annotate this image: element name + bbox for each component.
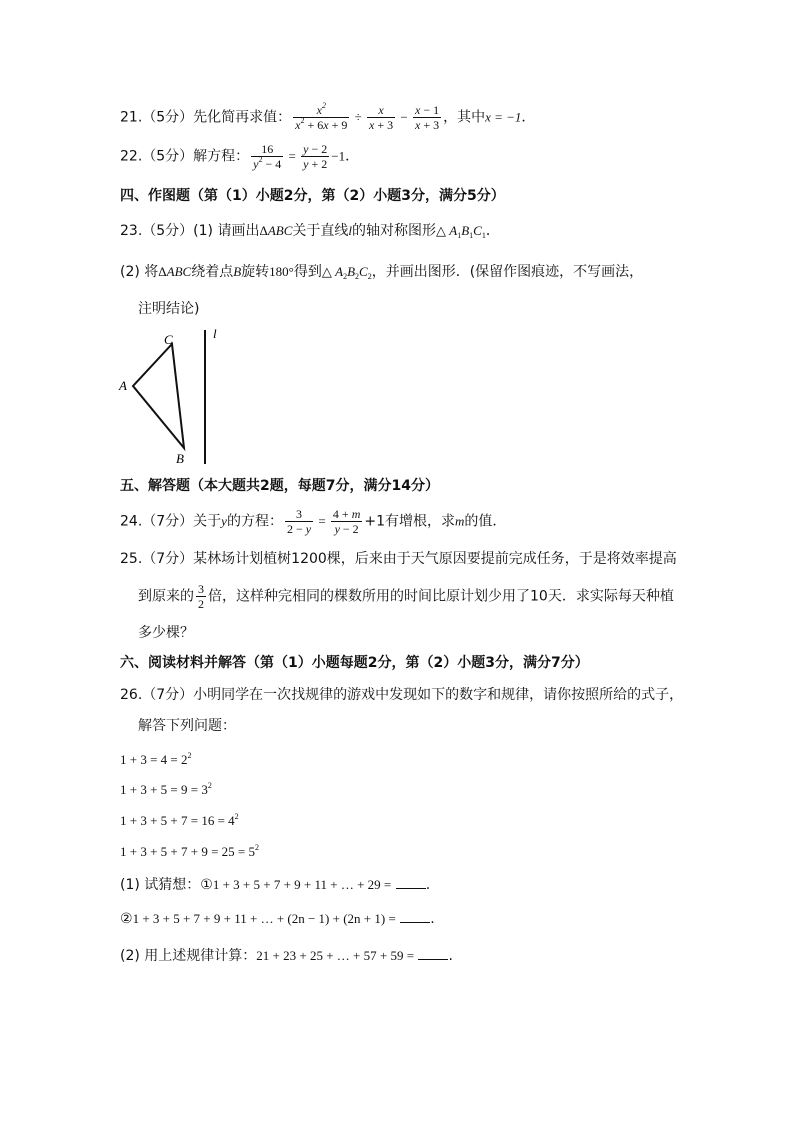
q25-frac: $\frac{3}{2}$ bbox=[198, 582, 204, 611]
q26-eq1: $1 + 3 = 4 = 2^2$ bbox=[120, 751, 192, 767]
label-B: B bbox=[176, 451, 184, 466]
q22-frac1: $\frac{16}{y^2 - 4}$ bbox=[253, 142, 282, 171]
q21-line: 21.（5分）先化简再求值： $\frac{x^2}{x^2 + 6x + 9}$ ÷ $\frac{x}{x + 3}$ − $\frac{x - 1}{x + 3}$ ，其中x = −1． bbox=[120, 101, 536, 132]
label-C: C bbox=[164, 332, 173, 347]
q26-line1: 26.（7分）小明同学在一次找规律的游戏中发现如下的数字和规律，请你按照所给的式子， bbox=[120, 687, 684, 703]
q21-frac2: $\frac{x}{x + 3}$ bbox=[369, 103, 394, 132]
q26-sub3: (2) 用上述规律计算：21 + 23 + 25 + … + 57 + 59 = . bbox=[120, 948, 453, 964]
section-4-title: 四、作图题（第（1）小题2分，第（2）小题3分，满分5分） bbox=[120, 188, 505, 204]
q21-frac1: $\frac{x^2}{x^2 + 6x + 9}$ bbox=[295, 101, 348, 132]
answer-blank-1[interactable] bbox=[396, 876, 426, 889]
q24-frac1: $\frac{3}{2 - y}$ bbox=[286, 507, 312, 536]
triangle-abc bbox=[133, 344, 184, 448]
q25-line1: 25.（7分）某林场计划植树1200棵，后来由于天气原因要提前完成任务，于是将效率提高 bbox=[120, 551, 677, 567]
q26-eq2: $1 + 3 + 5 = 9 = 3^2$ bbox=[120, 781, 212, 797]
q25-line3: 多少棵？ bbox=[138, 625, 194, 641]
q21-prefix: 21.（5分）先化简再求值： bbox=[120, 109, 292, 126]
q26-sub1: (1) 试猜想：①1 + 3 + 5 + 7 + 9 + 11 + … + 29 = . bbox=[120, 877, 431, 893]
q26-eq4: $1 + 3 + 5 + 7 + 9 = 25 = 5^2$ bbox=[120, 843, 259, 859]
q23-line3: 注明结论) bbox=[138, 301, 200, 317]
answer-blank-2[interactable] bbox=[400, 910, 430, 923]
section-6-title: 六、阅读材料并解答（第（1）小题每题2分，第（2）小题3分，满分7分） bbox=[120, 655, 589, 671]
q26-eq3: $1 + 3 + 5 + 7 = 16 = 4^2$ bbox=[120, 812, 239, 828]
label-A: A bbox=[119, 378, 127, 393]
q25-line2: 到原来的 $\frac{3}{2}$ 倍，这样种完相同的棵数所用的时间比原计划少用了10天．求实际每天种植 bbox=[138, 582, 674, 611]
answer-blank-3[interactable] bbox=[418, 947, 448, 960]
q24-frac2: $\frac{4 + m}{y - 2}$ bbox=[332, 507, 361, 536]
q23-line2: (2) 将ΔABC绕着点B旋转180°得到△ $A_2B_2C_2$，并画出图形．(保留作图痕迹，不写画法， bbox=[120, 264, 644, 281]
q26-line2: 解答下列问题： bbox=[138, 718, 236, 734]
triangle-figure bbox=[112, 326, 232, 466]
section-5-title: 五、解答题（本大题共2题，每题7分，满分14分） bbox=[120, 478, 439, 494]
q21-frac3: $\frac{x - 1}{x + 3}$ bbox=[414, 103, 440, 132]
q22-line: 22.（5分）解方程： $\frac{16}{y^2 - 4}$ = $\frac{y - 2}{y + 2}$ −1． bbox=[120, 142, 360, 171]
q24-line: 24.（7分）关于y的方程： $\frac{3}{2 - y}$ = $\frac{4 + m}{y - 2}$ +1有增根，求m的值． bbox=[120, 507, 507, 536]
q22-frac2: $\frac{y - 2}{y + 2}$ bbox=[303, 142, 328, 171]
q21-value: x = −1 bbox=[485, 109, 522, 125]
q22-prefix: 22.（5分）解方程： bbox=[120, 148, 250, 165]
q26-sub2: ②1 + 3 + 5 + 7 + 9 + 11 + … + (2n − 1) + (2n + 1) = . bbox=[120, 911, 435, 927]
q23-line1: 23.（5分）(1) 请画出ΔABC关于直线l的轴对称图形△ $A_1B_1C_1$． bbox=[120, 223, 500, 240]
label-l: l bbox=[213, 326, 217, 341]
